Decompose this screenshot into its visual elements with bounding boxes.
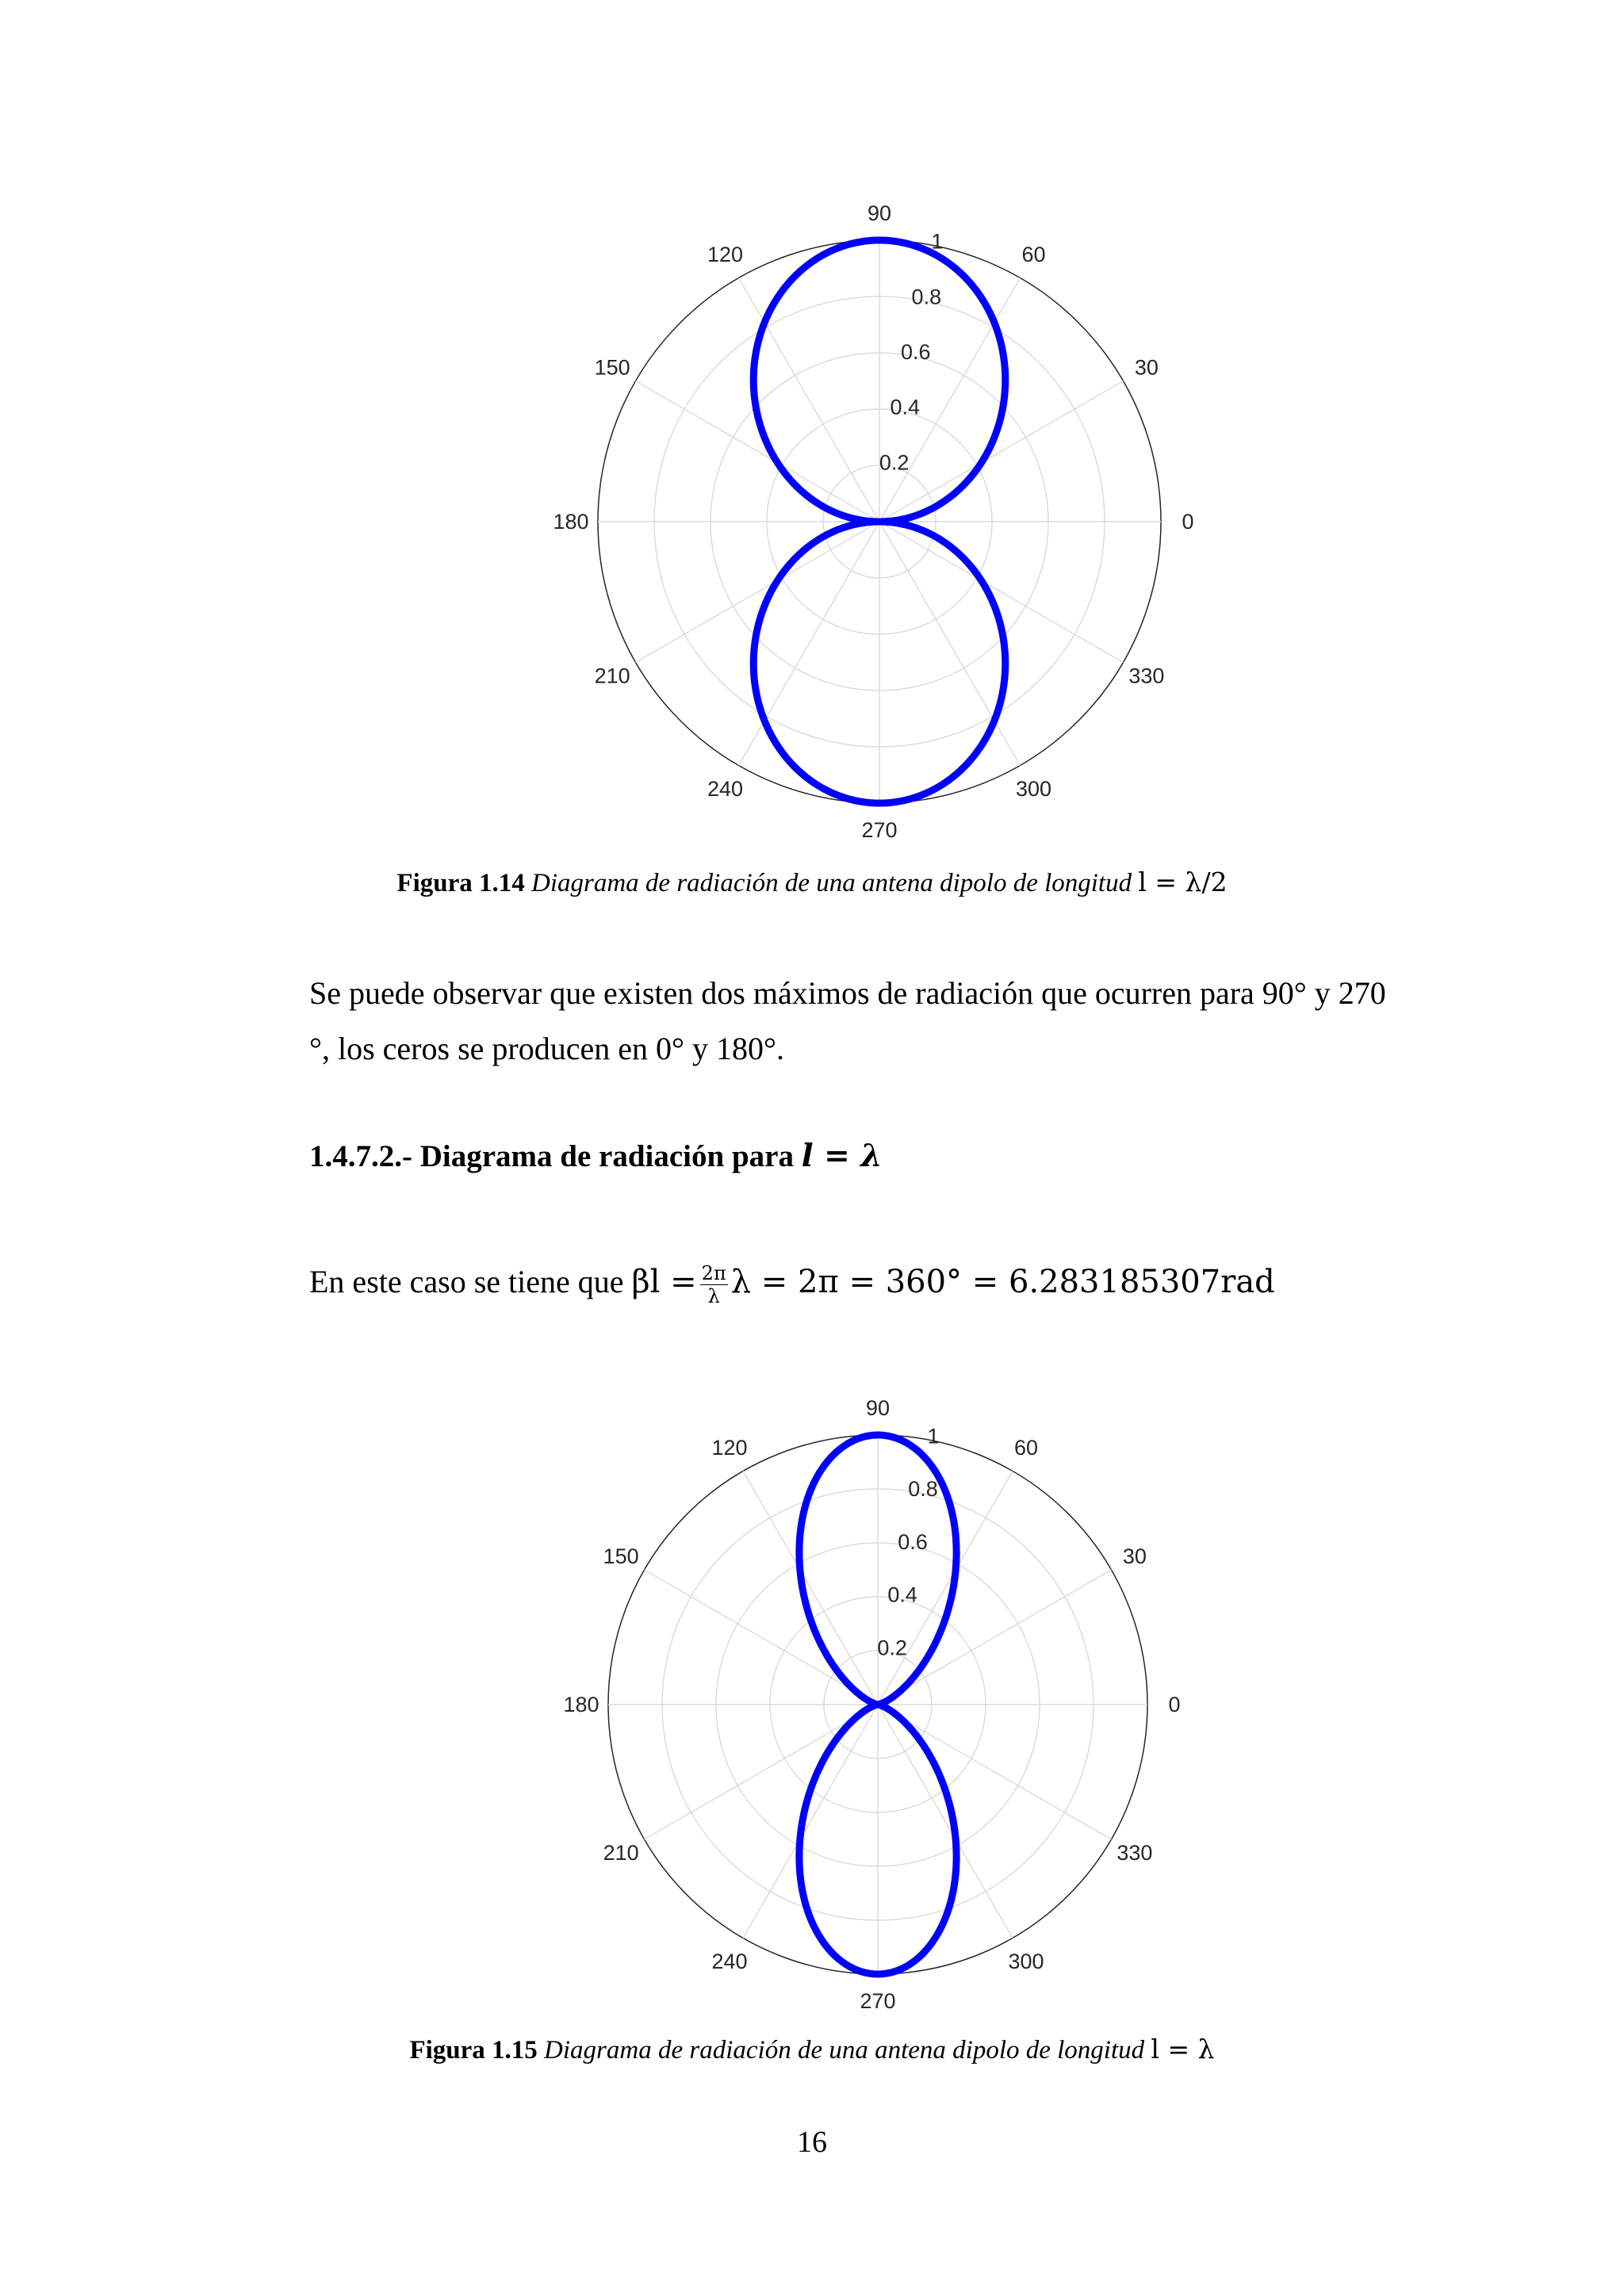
caption-text: Diagrama de radiación de una antena dipolo de longitud <box>531 869 1139 897</box>
theta-tick-label: 180 <box>553 510 589 534</box>
theta-tick-label: 150 <box>603 1544 639 1568</box>
theta-tick-label: 210 <box>594 664 630 688</box>
theta-grid-line <box>645 1705 878 1839</box>
fraction-denominator: λ <box>707 1285 720 1308</box>
r-tick-label: 0.8 <box>911 285 942 309</box>
r-tick-label: 0.8 <box>908 1477 938 1502</box>
theta-tick-label: 300 <box>1008 1949 1044 1973</box>
theta-tick-label: 0 <box>1182 510 1194 534</box>
r-tick-label: 0.2 <box>879 450 910 475</box>
theta-tick-label: 90 <box>865 1396 891 1420</box>
r-tick-label: 1 <box>931 229 944 254</box>
theta-tick-label: 210 <box>603 1841 639 1865</box>
theta-tick-label: 150 <box>594 355 630 380</box>
theta-grid-line <box>743 1471 878 1705</box>
r-tick-label: 0.4 <box>887 1582 917 1607</box>
theta-tick-label: 300 <box>1015 776 1052 801</box>
paragraph2-math-post: λ = 2π = 360° = 6.283185307rad <box>730 1264 1275 1300</box>
theta-tick-label: 120 <box>707 243 744 267</box>
theta-tick-label: 240 <box>711 1949 748 1973</box>
caption-label: Figura 1.14 <box>396 869 525 897</box>
theta-tick-label: 330 <box>1128 664 1165 688</box>
paragraph2-text: En este caso se tiene que <box>309 1264 632 1299</box>
theta-tick-label: 330 <box>1116 1841 1153 1865</box>
theta-grid-line <box>645 1570 878 1705</box>
theta-tick-label: 180 <box>563 1693 599 1716</box>
fraction-numerator: 2π <box>701 1262 726 1285</box>
caption-math: l = λ/2 <box>1138 867 1228 897</box>
page-number: 16 <box>797 2126 827 2159</box>
r-tick-label: 0.4 <box>890 395 921 419</box>
paragraph-line-2: °, los ceros se producen en 0° y 180°. <box>309 1031 784 1066</box>
caption-math: l = λ <box>1151 2034 1215 2064</box>
paragraph-line-1: Se puede observar que existen dos máximos de radiación que ocurren para 90° y 270 <box>309 975 1386 1011</box>
paragraph2-math-pre: βl = <box>631 1264 697 1300</box>
theta-tick-label: 90 <box>867 201 892 225</box>
theta-tick-label: 0 <box>1168 1693 1181 1716</box>
theta-tick-label: 240 <box>707 776 744 801</box>
theta-tick-label: 30 <box>1122 1544 1147 1568</box>
heading-text: 1.4.7.2.- Diagrama de radiación para <box>309 1139 802 1173</box>
r-tick-label: 0.6 <box>898 1529 928 1554</box>
theta-tick-label: 60 <box>1013 1436 1039 1460</box>
caption-label: Figura 1.15 <box>409 2036 538 2064</box>
r-tick-label: 1 <box>927 1424 940 1448</box>
figure-caption-2 <box>0 2034 1624 2065</box>
heading-math: l = λ <box>801 1138 883 1174</box>
r-tick-label: 0.6 <box>901 340 931 365</box>
caption-text: Diagrama de radiación de una antena dipolo de longitud <box>544 2036 1151 2064</box>
theta-tick-label: 30 <box>1134 355 1159 380</box>
theta-tick-label: 120 <box>711 1436 748 1460</box>
r-tick-label: 0.2 <box>877 1636 907 1660</box>
theta-tick-label: 270 <box>861 818 898 842</box>
theta-tick-label: 270 <box>860 1989 896 2013</box>
theta-grid-line <box>743 1705 878 1938</box>
theta-grid-line <box>878 1705 1013 1938</box>
theta-grid-line <box>878 1705 1111 1839</box>
theta-tick-label: 60 <box>1021 243 1046 267</box>
